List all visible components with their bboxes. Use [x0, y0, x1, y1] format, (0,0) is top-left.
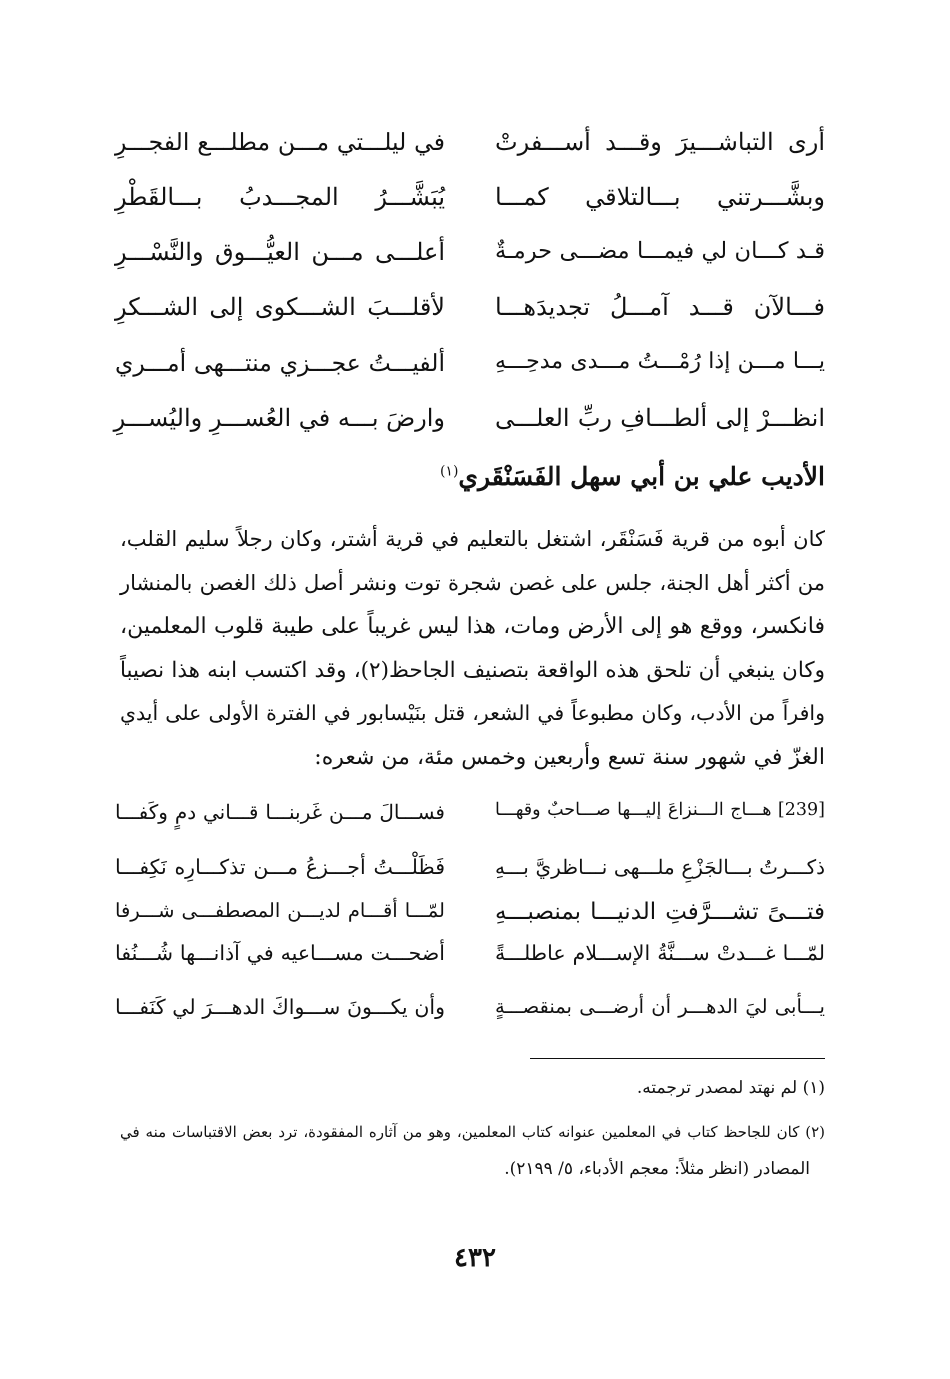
verse-hemistich-right: وبشَّـــرتني بـــالتلاقي كمـــا — [495, 183, 825, 211]
verse-hemistich-left: أضحـــت مســـاعيه في آذانـــها شُـــنُفا — [115, 941, 445, 965]
footnote-1: (١) لم نهتد لمصدر ترجمته. — [636, 1078, 825, 1098]
heading-text: الأديب علي بن أبي سهل الفَسَنْقَري — [458, 462, 825, 491]
prose-line: فانكسر، ووقع هو إلى الأرض ومات، هذا ليس غريباً على طيبة قلوب المعلمين، — [120, 614, 825, 639]
verse-hemistich-right: فتـــىً تشـــرَّفتِ الدنيـــا بمنصبـــهِ — [495, 899, 825, 925]
section-heading — [440, 462, 825, 491]
verse-row — [0, 293, 950, 343]
verse-hemistich-right: يـــا مـــن إذا رُمْـــتُ مـــدى مدحِـــهِ — [495, 349, 825, 374]
verse-hemistich-right: أرى التباشـــيرَ وقـــد أســـفرتْ — [495, 128, 825, 156]
verse-hemistich-right: قـد كـــان لي فيمـــا مضـــى حرمـةٌ — [495, 238, 825, 264]
footnote-2: (٢) كان للجاحظ كتاب في المعلمين عنوانه كتاب المعلمين، وهو من آثاره المفقودة، ترد بعض الاقتباسات منه في — [120, 1123, 825, 1141]
verse-hemistich-right: ذكـــرتُ بـــالجَزْعِ ملـــهى نـــاظريَّ بـــهِ — [495, 855, 825, 879]
verse-hemistich-left: وارضَ بـــه في العُســـرِ واليُســـرِ — [113, 404, 445, 432]
prose-line: وكان ينبغي أن تلحق هذه الواقعة بتصنيف الجاحظ(٢)، وقد اكتسب ابنه هذا نصيباً — [120, 657, 825, 683]
verse-row — [0, 349, 950, 399]
biography-paragraph — [120, 518, 825, 779]
verse-hemistich-left: لمّـــا أقـــام لديـــن المصطفـــى شـــرفا — [115, 899, 445, 922]
verse-hemistich-left: فَظَلْـــتُ أجـــزعُ مـــن تذكـــارِه نَكِفـــا — [115, 855, 445, 879]
prose-line: كان أبوه من قرية فَسَنْقَر، اشتغل بالتعليم في قرية أشتر، وكان رجلاً سليم القلب، — [120, 527, 825, 551]
verse-hemistich-right: يـــأبى ليَ الدهـــر أن أرضـــى بمنقصـــةٍ — [495, 995, 825, 1018]
verse-hemistich-left: وأن يكـــونَ ســـواكَ الدهـــرَ لي كَنَفـــا — [115, 995, 445, 1019]
verse-row — [0, 128, 950, 178]
verse-hemistich-left: يُبَشَّـــرُ المجـــدبُ بـــالقَطْرِ — [115, 183, 445, 211]
prose-line: من أكثر أهل الجنة، جلس على غصن شجرة توت ونشر أصل ذلك الغصن بالمنشار — [120, 570, 825, 595]
verse-row — [0, 941, 950, 991]
verse-hemistich-right: لمّـــا غـــدتْ ســـنَّةُ الإســـلام عاطلـــةً — [495, 941, 825, 965]
verse-row — [0, 800, 950, 850]
verse-hemistich-left: ألفيـــتُ عجـــزي منتـــهى أمـــري — [115, 349, 445, 377]
verse-row — [0, 238, 950, 288]
verse-hemistich-right: فـــالآن قـــد آمـــلُ تجديدَهـــا — [495, 293, 825, 321]
verse-hemistich-right: [239] هـــاج الـــنزاعَ إليـــها صـــاحبٌ وقهـــا — [495, 800, 825, 820]
verse-row — [0, 995, 950, 1045]
page-number: ٤٣٢ — [454, 1243, 496, 1273]
prose-line: الغزّ في شهور سنة تسع وأربعين وخمس مئة، من شعره: — [314, 744, 825, 770]
verse-hemistich-left: في ليلـــتي مـــن مطلـــع الفجـــرِ — [115, 128, 445, 156]
verse-hemistich-right: انظـــرْ إلى ألطـــافِ ربِّ العلـــى — [495, 404, 825, 432]
footnote-separator — [530, 1058, 825, 1059]
verse-hemistich-left: لأقلـــبَ الشـــكوى إلى الشـــكرِ — [115, 293, 445, 321]
footnote-2-continuation: المصادر (انظر مثلاً: معجم الأدباء، ٥/ ٢١٩٩). — [504, 1159, 810, 1179]
verse-hemistich-left: فســـالَ مـــن غَربنـــا قـــاني دمٍ وكَفـــا — [115, 800, 445, 824]
verse-hemistich-left: أعلـــى مـــن العيُّـــوق والنَّسْـــرِ — [115, 238, 445, 266]
prose-line: وافراً من الأدب، وكان مطبوعاً في الشعر، قتل بنَيْسابور في الفترة الأولى على أيدي — [120, 701, 825, 725]
verse-row — [0, 404, 950, 454]
footnote-marker: (١) — [439, 463, 459, 480]
verse-row — [0, 855, 950, 905]
verse-row — [0, 183, 950, 233]
